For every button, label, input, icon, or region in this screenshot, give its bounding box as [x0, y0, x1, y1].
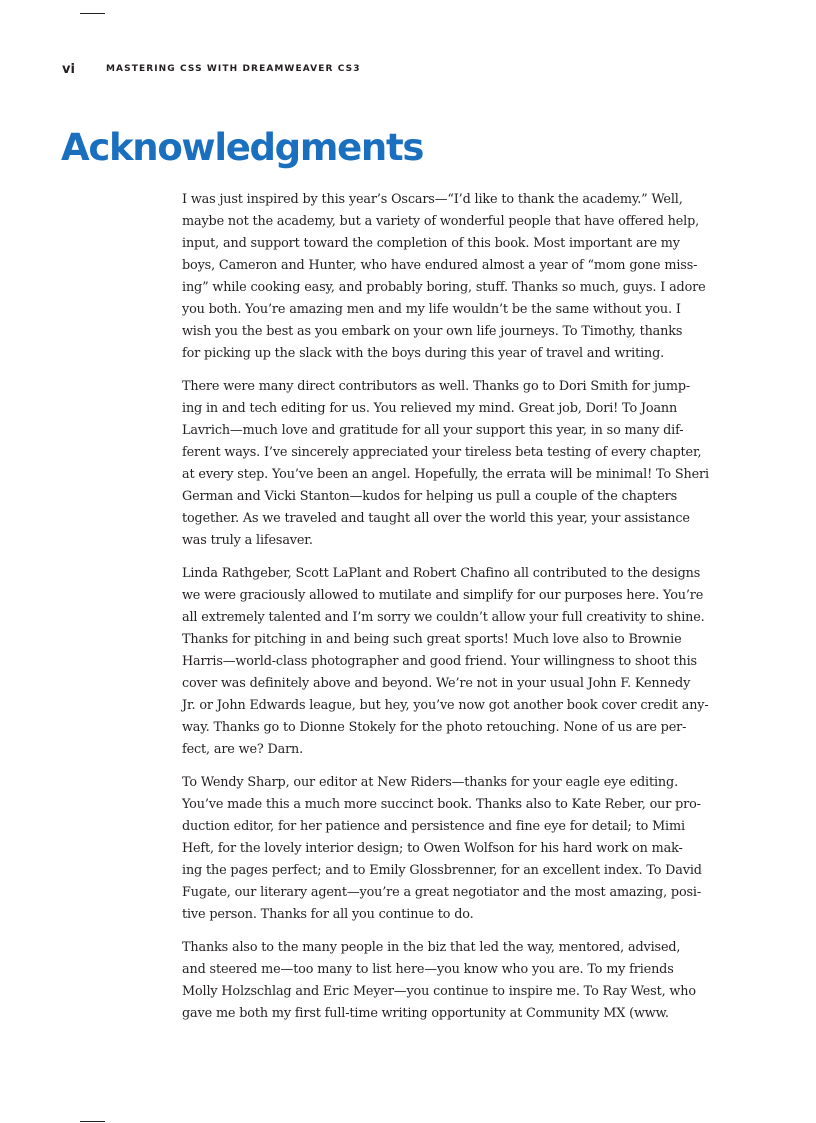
paragraph-line: all extremely talented and I’m sorry we couldn’t allow your full creativity to shine. — [182, 610, 705, 625]
body-text — [182, 189, 762, 1036]
paragraph-line: You’ve made this a much more succinct book. Thanks also to Kate Reber, our pro- — [182, 797, 701, 812]
running-head-title: MASTERING CSS WITH DREAMWEAVER CS3 — [106, 64, 361, 74]
paragraph-line: you both. You’re amazing men and my life wouldn’t be the same without you. I — [182, 302, 681, 317]
paragraph-line: Jr. or John Edwards league, but hey, you’ve now got another book cover credit any- — [182, 698, 709, 713]
paragraph — [182, 772, 762, 926]
crop-mark-bottom — [80, 1121, 105, 1122]
paragraph-line: gave me both my first full-time writing opportunity at Community MX (www. — [182, 1006, 669, 1021]
page-number: vi — [62, 61, 75, 77]
paragraph-line: input, and support toward the completion of this book. Most important are my — [182, 236, 680, 251]
paragraph-line: duction editor, for her patience and persistence and fine eye for detail; to Mimi — [182, 819, 685, 834]
paragraph-line: tive person. Thanks for all you continue to do. — [182, 907, 474, 922]
paragraph-line: Thanks also to the many people in the biz that led the way, mentored, advised, — [182, 940, 681, 955]
paragraph — [182, 937, 762, 1025]
paragraph-line: Harris—world-class photographer and good friend. Your willingness to shoot this — [182, 654, 697, 669]
paragraph-line: boys, Cameron and Hunter, who have endured almost a year of “mom gone miss- — [182, 258, 698, 273]
paragraph-line: was truly a lifesaver. — [182, 533, 313, 548]
paragraph-line: cover was definitely above and beyond. We’re not in your usual John F. Kennedy — [182, 676, 691, 691]
paragraph-line: Thanks for pitching in and being such great sports! Much love also to Brownie — [182, 632, 682, 647]
paragraph-line: fect, are we? Darn. — [182, 742, 304, 757]
paragraph-line: Linda Rathgeber, Scott LaPlant and Robert Chafino all contributed to the designs — [182, 566, 701, 581]
paragraph-line: German and Vicki Stanton—kudos for helping us pull a couple of the chapters — [182, 489, 678, 504]
paragraph-line: To Wendy Sharp, our editor at New Riders—thanks for your eagle eye editing. — [182, 775, 678, 790]
paragraph-line: way. Thanks go to Dionne Stokely for the photo retouching. None of us are per- — [182, 720, 687, 735]
paragraph-line: I was just inspired by this year’s Oscars—“I’d like to thank the academy.” Well, — [182, 192, 683, 207]
paragraph-line: at every step. You’ve been an angel. Hopefully, the errata will be minimal! To Sheri — [182, 467, 709, 482]
paragraph-line: we were graciously allowed to mutilate and simplify for our purposes here. You’re — [182, 588, 704, 603]
page-title: Acknowledgments — [61, 126, 424, 169]
paragraph-line: Molly Holzschlag and Eric Meyer—you continue to inspire me. To Ray West, who — [182, 984, 696, 999]
paragraph-line: together. As we traveled and taught all over the world this year, your assistance — [182, 511, 690, 526]
paragraph-line: ing” while cooking easy, and probably boring, stuff. Thanks so much, guys. I adore — [182, 280, 706, 295]
paragraph-line: for picking up the slack with the boys during this year of travel and writing. — [182, 346, 665, 361]
paragraph-line: wish you the best as you embark on your own life journeys. To Timothy, thanks — [182, 324, 683, 339]
paragraph-line: Lavrich—much love and gratitude for all your support this year, in so many dif- — [182, 423, 684, 438]
crop-mark-top — [80, 13, 105, 14]
paragraph — [182, 189, 762, 365]
running-head — [62, 59, 361, 79]
paragraph-line: ferent ways. I’ve sincerely appreciated your tireless beta testing of every chapter, — [182, 445, 702, 460]
paragraph-line: Fugate, our literary agent—you’re a great negotiator and the most amazing, posi- — [182, 885, 702, 900]
paragraph-line: There were many direct contributors as well. Thanks go to Dori Smith for jump- — [182, 379, 691, 394]
paragraph-line: ing in and tech editing for us. You relieved my mind. Great job, Dori! To Joann — [182, 401, 678, 416]
paragraph — [182, 376, 762, 552]
paragraph-line: ing the pages perfect; and to Emily Glossbrenner, for an excellent index. To David — [182, 863, 702, 878]
paragraph-line: and steered me—too many to list here—you know who you are. To my friends — [182, 962, 674, 977]
paragraph-line: Heft, for the lovely interior design; to Owen Wolfson for his hard work on mak- — [182, 841, 683, 856]
paragraph-line: maybe not the academy, but a variety of wonderful people that have offered help, — [182, 214, 700, 229]
paragraph — [182, 563, 762, 761]
